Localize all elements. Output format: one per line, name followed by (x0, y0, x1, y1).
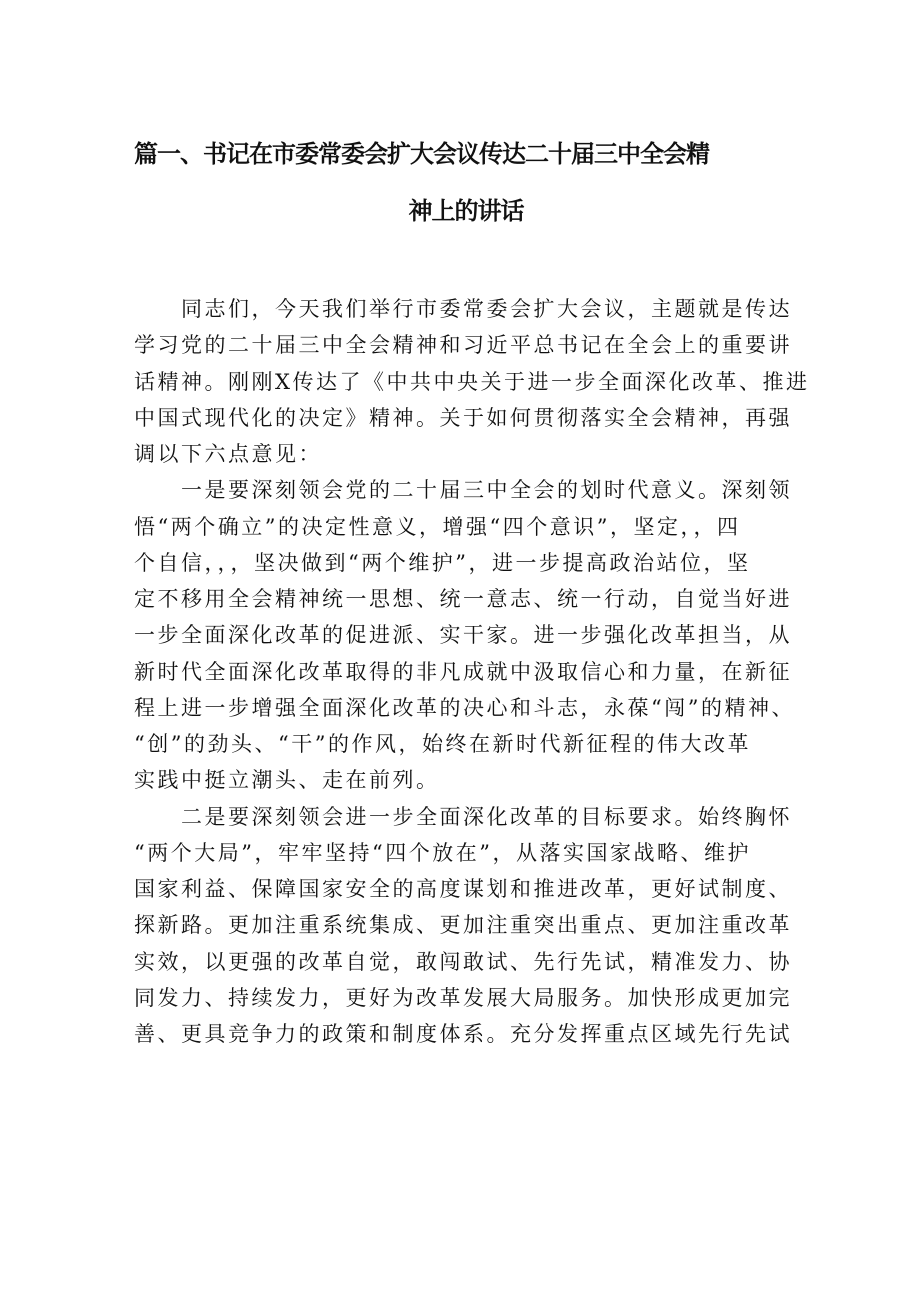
document-title-line-2 (0, 191, 920, 226)
body-line: 调以下六点意见： (134, 442, 322, 466)
document-title-line-2-text: 神上的讲话 (408, 197, 524, 225)
body-line: 探新路。更加注重系统集成、更加注重突出重点、更加注重改革 (134, 913, 792, 938)
body-line: “两个大局”，牢牢坚持“四个放在”，从落实国家战略、维护 (134, 840, 751, 865)
body-line: 实践中挺立潮头、走在前列。 (134, 768, 440, 793)
body-line: 学习党的二十届三中全会精神和习近平总书记在全会上的重要讲 (134, 333, 792, 358)
document-title-line-1: 篇一、书记在市委常委会扩大会议传达二十届三中全会精 (134, 140, 709, 168)
body-line: 个自信，，，坚决做到“两个维护”，进一步提高政治站位，坚 (134, 550, 751, 575)
body-line: 定不移用全会精神统一思想、统一意志、统一行动，自觉当好进 (134, 587, 792, 611)
body-line: 二是要深刻领会进一步全面深化改革的目标要求。始终胸怀 (134, 804, 792, 829)
body-line: 一步全面深化改革的促进派、实干家。进一步强化改革担当，从 (134, 623, 792, 648)
document-body (134, 291, 810, 1052)
body-line: 同发力、持续发力，更好为改革发展大局服务。加快形成更加完 (134, 985, 792, 1010)
body-line: 国家利益、保障国家安全的高度谋划和推进改革，更好试制度、 (134, 877, 792, 901)
body-line: 同志们，今天我们举行市委常委会扩大会议，主题就是传达 (134, 297, 792, 321)
body-line: 程上进一步增强全面深化改革的决心和斗志，永葆“闯”的精神、 (134, 695, 795, 720)
body-line: 话精神。刚刚X传达了《中共中央关于进一步全面深化改革、推进 (134, 369, 810, 394)
body-line: 实效，以更强的改革自觉，敢闯敢试、先行先试，精准发力、协 (134, 949, 792, 974)
body-line: 中国式现代化的决定》精神。关于如何贯彻落实全会精神，再强 (134, 405, 792, 430)
body-line: 悟“两个确立”的决定性意义，增强“四个意识”，坚定，，四 (134, 514, 741, 539)
body-line: “创”的劲头、“干”的作风，始终在新时代新征程的伟大改革 (134, 732, 751, 756)
body-line: 善、更具竞争力的政策和制度体系。充分发挥重点区域先行先试 (134, 1022, 792, 1046)
body-line: 一是要深刻领会党的二十届三中全会的划时代意义。深刻领 (134, 478, 792, 503)
body-line: 新时代全面深化改革取得的非凡成就中汲取信心和力量，在新征 (134, 659, 792, 684)
